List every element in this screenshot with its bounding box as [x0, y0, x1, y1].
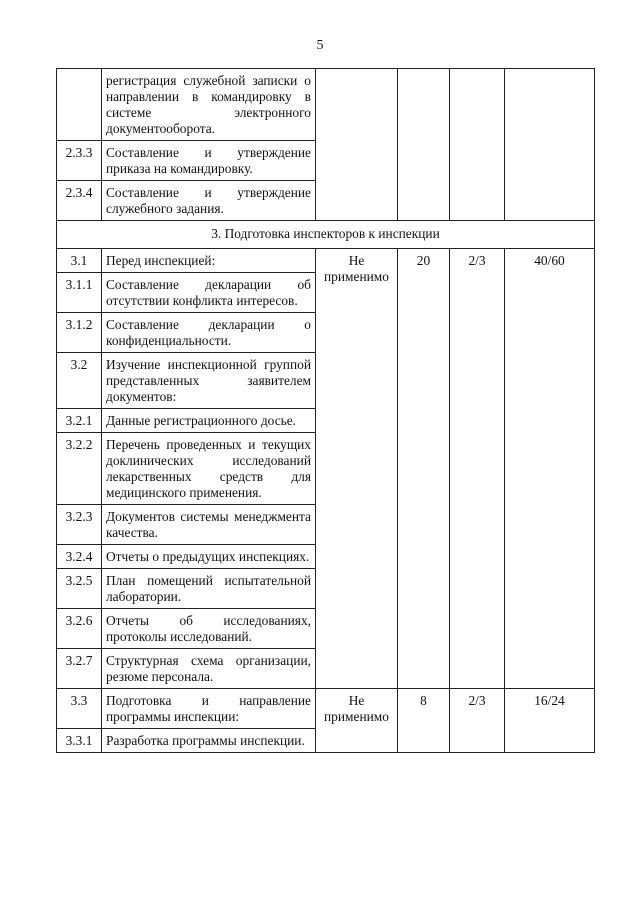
applicability-cell [316, 69, 398, 221]
hours-cell: 20 [398, 249, 450, 689]
row-number: 3.2.5 [57, 569, 102, 609]
row-description: Отчеты о предыдущих инспекциях. [102, 545, 316, 569]
row-number: 3.2 [57, 353, 102, 409]
applicability-cell: Не применимо [316, 249, 398, 689]
row-description: Составление и утверждение приказа на командировку. [102, 141, 316, 181]
applicability-cell: Не применимо [316, 689, 398, 753]
row-description: Перечень проведенных и текущих доклинических исследований лекарственных средств для медицинского применения. [102, 433, 316, 505]
row-number: 3.3 [57, 689, 102, 729]
row-description: Структурная схема организации, резюме персонала. [102, 649, 316, 689]
row-description: Данные регистрационного досье. [102, 409, 316, 433]
row-number: 2.3.3 [57, 141, 102, 181]
ratio-cell: 2/3 [450, 689, 505, 753]
ratio-cell: 2/3 [450, 249, 505, 689]
row-number: 2.3.4 [57, 181, 102, 221]
table-row [57, 249, 595, 273]
row-number: 3.2.2 [57, 433, 102, 505]
row-number: 3.1.2 [57, 313, 102, 353]
row-number: 3.2.4 [57, 545, 102, 569]
row-description: Составление декларации о конфиденциальности. [102, 313, 316, 353]
row-number: 3.2.3 [57, 505, 102, 545]
hours-cell [398, 69, 450, 221]
hours-cell: 8 [398, 689, 450, 753]
row-description: Документов системы менеджмента качества. [102, 505, 316, 545]
section-title: 3. Подготовка инспекторов к инспекции [57, 221, 595, 249]
row-number: 3.2.1 [57, 409, 102, 433]
row-description: Изучение инспекционной группой представленных заявителем документов: [102, 353, 316, 409]
row-number: 3.3.1 [57, 729, 102, 753]
row-number: 3.1.1 [57, 273, 102, 313]
total-cell [505, 69, 595, 221]
section-header-row [57, 221, 595, 249]
row-number: 3.1 [57, 249, 102, 273]
row-description: Перед инспекцией: [102, 249, 316, 273]
page-number: 5 [316, 38, 324, 53]
row-number: 3.2.7 [57, 649, 102, 689]
row-description: регистрация служебной записки о направлении в командировку в системе электронного документооборота. [102, 69, 316, 141]
total-cell: 40/60 [505, 249, 595, 689]
total-cell: 16/24 [505, 689, 595, 753]
row-number: 3.2.6 [57, 609, 102, 649]
row-description: План помещений испытательной лаборатории. [102, 569, 316, 609]
row-description: Отчеты об исследованиях, протоколы исследований. [102, 609, 316, 649]
row-number [57, 69, 102, 141]
row-description: Разработка программы инспекции. [102, 729, 316, 753]
table-row [57, 69, 595, 141]
table-row [57, 689, 595, 729]
row-description: Составление декларации об отсутствии конфликта интересов. [102, 273, 316, 313]
row-description: Подготовка и направление программы инспекции: [102, 689, 316, 729]
ratio-cell [450, 69, 505, 221]
inspection-plan-table [56, 68, 595, 753]
row-description: Составление и утверждение служебного задания. [102, 181, 316, 221]
